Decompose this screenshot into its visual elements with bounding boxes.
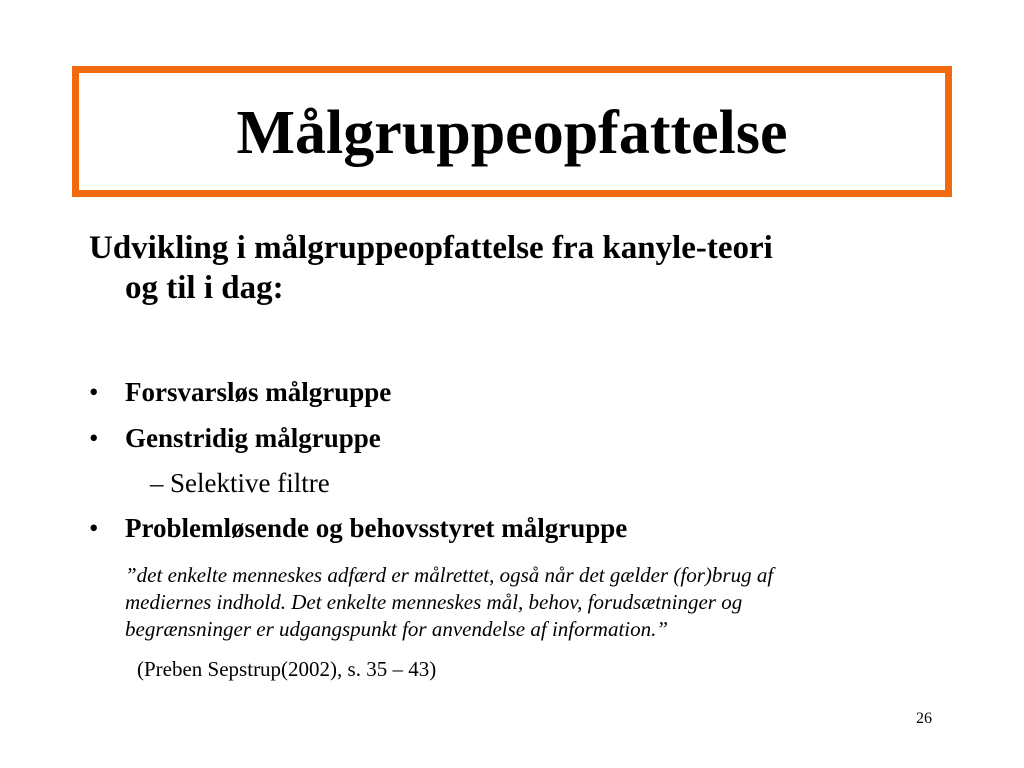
intro-line-2: og til i dag: xyxy=(125,270,284,306)
intro-line-1: Udvikling i målgruppeopfattelse fra kanyle-teori xyxy=(89,230,773,266)
title-frame xyxy=(72,66,952,197)
bullet-item xyxy=(89,512,627,544)
bullet-marker: • xyxy=(89,423,99,453)
bullet-marker: • xyxy=(89,513,99,543)
quote-block xyxy=(125,562,945,643)
bullet-text: Problemløsende og behovsstyret målgruppe xyxy=(125,513,628,543)
sub-bullet-text: Selektive filtre xyxy=(170,468,330,498)
bullet-text: Genstridig målgruppe xyxy=(125,423,381,453)
intro-paragraph xyxy=(89,228,939,308)
quote-line: ”det enkelte menneskes adfærd er målrettet, også når det gælder (for)brug af xyxy=(125,563,774,587)
quote-line: mediernes indhold. Det enkelte menneskes mål, behov, forudsætninger og xyxy=(125,590,743,614)
quote-line: begrænsninger er udgangspunkt for anvendelse af information.” xyxy=(125,617,669,641)
bullet-item xyxy=(89,376,391,408)
page-number: 26 xyxy=(916,710,932,727)
citation: (Preben Sepstrup(2002), s. 35 – 43) xyxy=(137,657,437,681)
sub-bullet-marker: – xyxy=(150,468,164,498)
bullet-item xyxy=(89,422,381,454)
bullet-text: Forsvarsløs målgruppe xyxy=(125,377,392,407)
slide-title: Målgruppeopfattelse xyxy=(236,98,788,167)
sub-bullet-item xyxy=(150,467,330,499)
bullet-marker: • xyxy=(89,377,99,407)
